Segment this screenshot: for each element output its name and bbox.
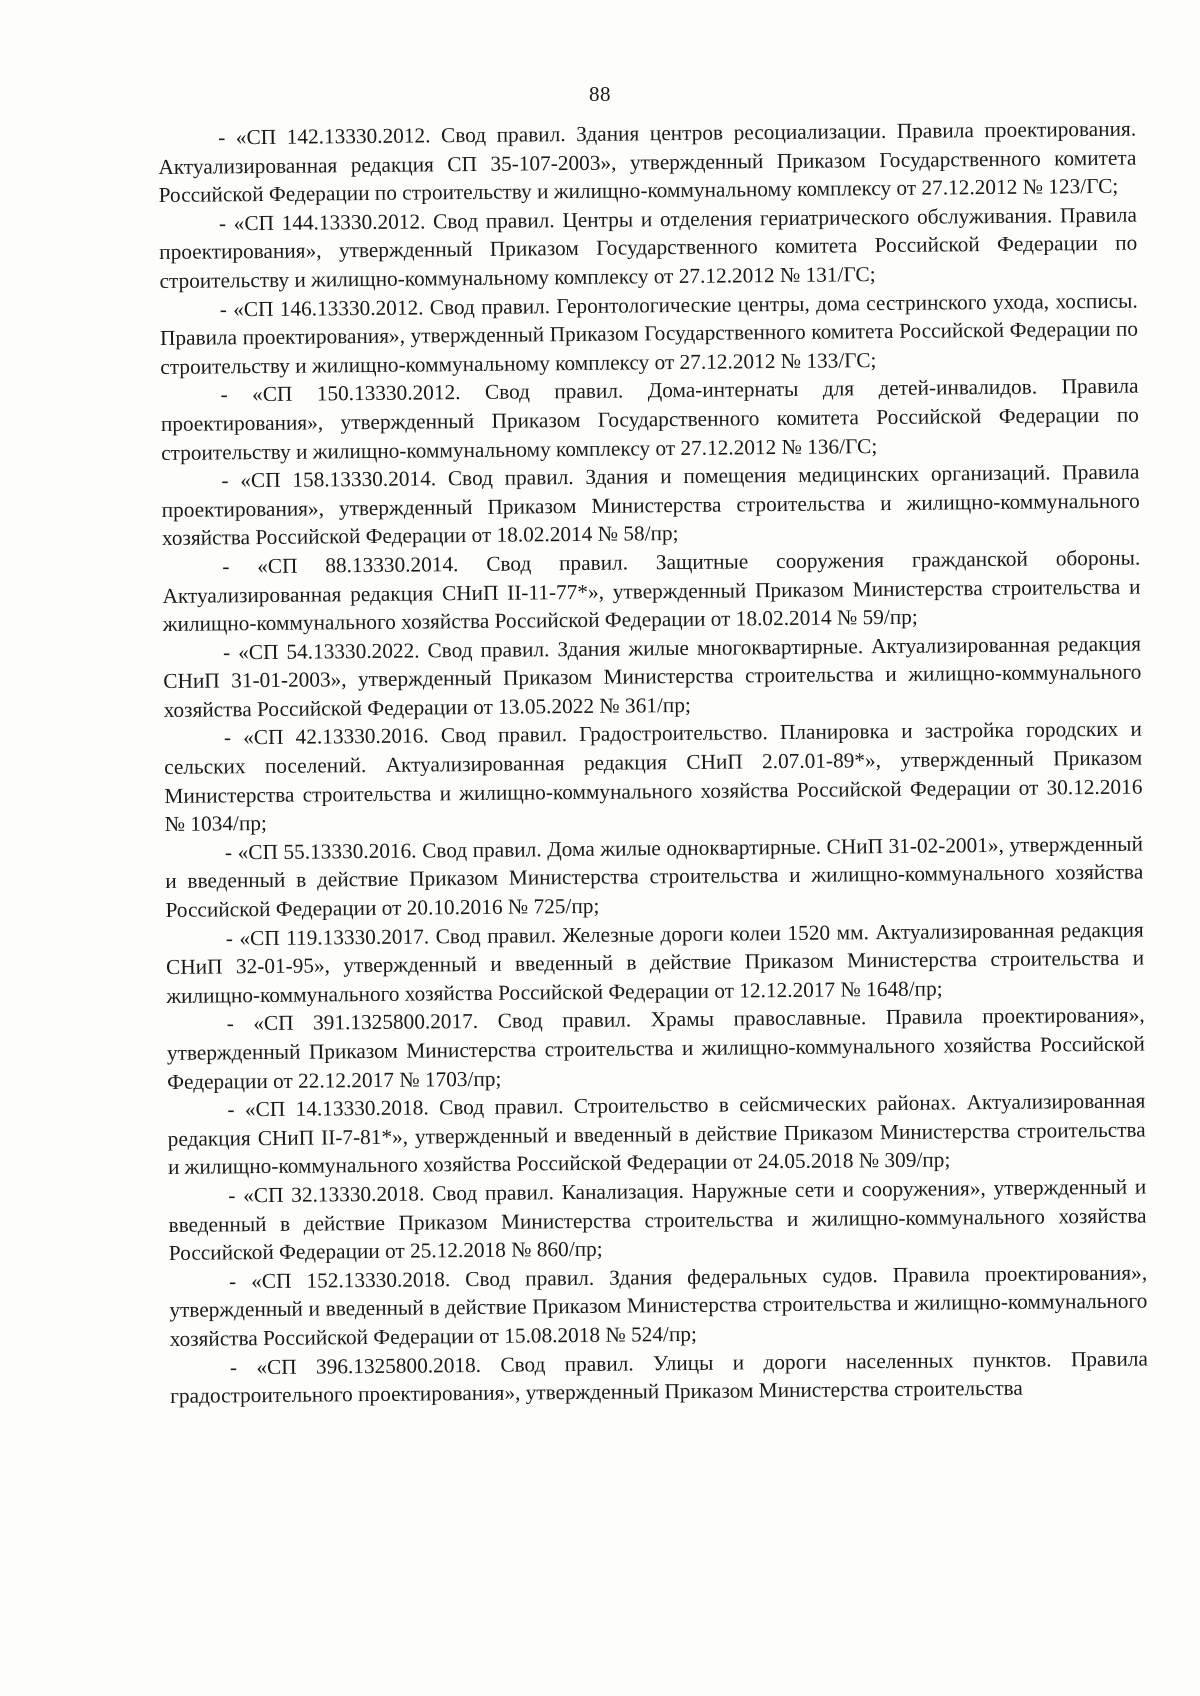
list-item: - «СП 158.13330.2014. Свод правил. Здания и помещения медицинских организаций. Правила проектирования», утвержденный Приказом Министерства строительства и жилищно-коммунального хозяйства Российской Федерации от 18.02.2014 № 58/пр; <box>161 459 1140 551</box>
list-item: - «СП 119.13330.2017. Свод правил. Железные дороги колеи 1520 мм. Актуализированная редакция СНиП 32-01-95», утвержденный и введенный в действие Приказом Министерства строительства и жилищно-коммунального хозяйства Российской Федерации от 12.12.2017 № 1648/пр; <box>165 917 1145 1008</box>
page-number: 88 <box>589 82 611 106</box>
list-item: - «СП 146.13330.2012. Свод правил. Геронтологические центры, дома сестринского ухода, хосписы. Правила проектирования», утвержденный Приказом Государственного комитета Российской Федерации по строительству и жилищно-коммунальному комплексу от 27.12.2012 № 133/ГС; <box>159 288 1139 379</box>
list-item: - «СП 396.1325800.2018. Свод правил. Улицы и дороги населенных пунктов. Правила градостроительного проектирования», утвержденный Приказом Министерства строительства <box>170 1346 1149 1409</box>
list-item: - «СП 150.13330.2012. Свод правил. Дома-интернаты для детей-инвалидов. Правила проектирования», утвержденный Приказом Государственного комитета Российской Федерации по строительству и жилищно-коммунальному комплексу от 27.12.2012 № 136/ГС; <box>160 373 1139 465</box>
list-item: - «СП 152.13330.2018. Свод правил. Здания федеральных судов. Правила проектирования», утвержденный и введенный в действие Приказом Министерства строительства и жилищно-коммунального хозяйства Российской Федерации от 15.08.2018 № 524/пр; <box>169 1260 1148 1351</box>
list-item: - «СП 14.13330.2018. Свод правил. Строительство в сейсмических районах. Актуализированная редакция СНиП II-7-81*», утвержденный и введенный в действие Приказом Министерства строительства и жилищно-коммунального хозяйства Российской Федерации от 24.05.2018 № 309/пр; <box>167 1088 1146 1180</box>
list-item: - «СП 142.13330.2012. Свод правил. Здания центров ресоциализации. Правила проектирования. Актуализированная редакция СП 35-107-2003», утвержденный Приказом Государственного комитета Российской Федерации по строительству и жилищно-коммунальному комплексу от 27.12.2012 № 123/ГС; <box>158 116 1137 208</box>
list-item: - «СП 55.13330.2016. Свод правил. Дома жилые одноквартирные. СНиП 31-02-2001», утвержденный и введенный в действие Приказом Министерства строительства и жилищно-коммунального хозяйства Российской Федерации от 20.10.2016 № 725/пр; <box>165 831 1144 922</box>
list-item: - «СП 391.1325800.2017. Свод правил. Храмы православные. Правила проектирования», утвержденный Приказом Министерства строительства и жилищно-коммунального хозяйства Российской Федерации от 22.12.2017 № 1703/пр; <box>166 1002 1145 1094</box>
list-item: - «СП 144.13330.2012. Свод правил. Центры и отделения гериатрического обслуживания. Правила проектирования», утвержденный Приказом Государственного комитета Российской Федерации по строительству и жилищно-коммунальному комплексу от 27.12.2012 № 131/ГС; <box>159 202 1138 293</box>
list-item: - «СП 42.13330.2016. Свод правил. Градостроительство. Планировка и застройка городских и сельских поселений. Актуализированная редакция СНиП 2.07.01-89*», утвержденный Приказом Министерства строительства и жилищно-коммунального хозяйства Российской Федерации от 30.12.2016 № 1034/пр; <box>164 717 1143 837</box>
list-item: - «СП 32.13330.2018. Свод правил. Канализация. Наружные сети и сооружения», утвержденный и введенный в действие Приказом Министерства строительства и жилищно-коммунального хозяйства Российской Федерации от 25.12.2018 № 860/пр; <box>168 1174 1147 1266</box>
document-body <box>158 115 1148 1411</box>
list-item: - «СП 54.13330.2022. Свод правил. Здания жилые многоквартирные. Актуализированная редакция СНиП 31-01-2003», утвержденный Приказом Министерства строительства и жилищно-коммунального хозяйства Российской Федерации от 13.05.2022 № 361/пр; <box>163 631 1142 722</box>
list-item: - «СП 88.13330.2014. Свод правил. Защитные сооружения гражданской обороны. Актуализированная редакция СНиП II-11-77*», утвержденный Приказом Министерства строительства и жилищно-коммунального хозяйства Российской Федерации от 18.02.2014 № 59/пр; <box>162 545 1141 637</box>
